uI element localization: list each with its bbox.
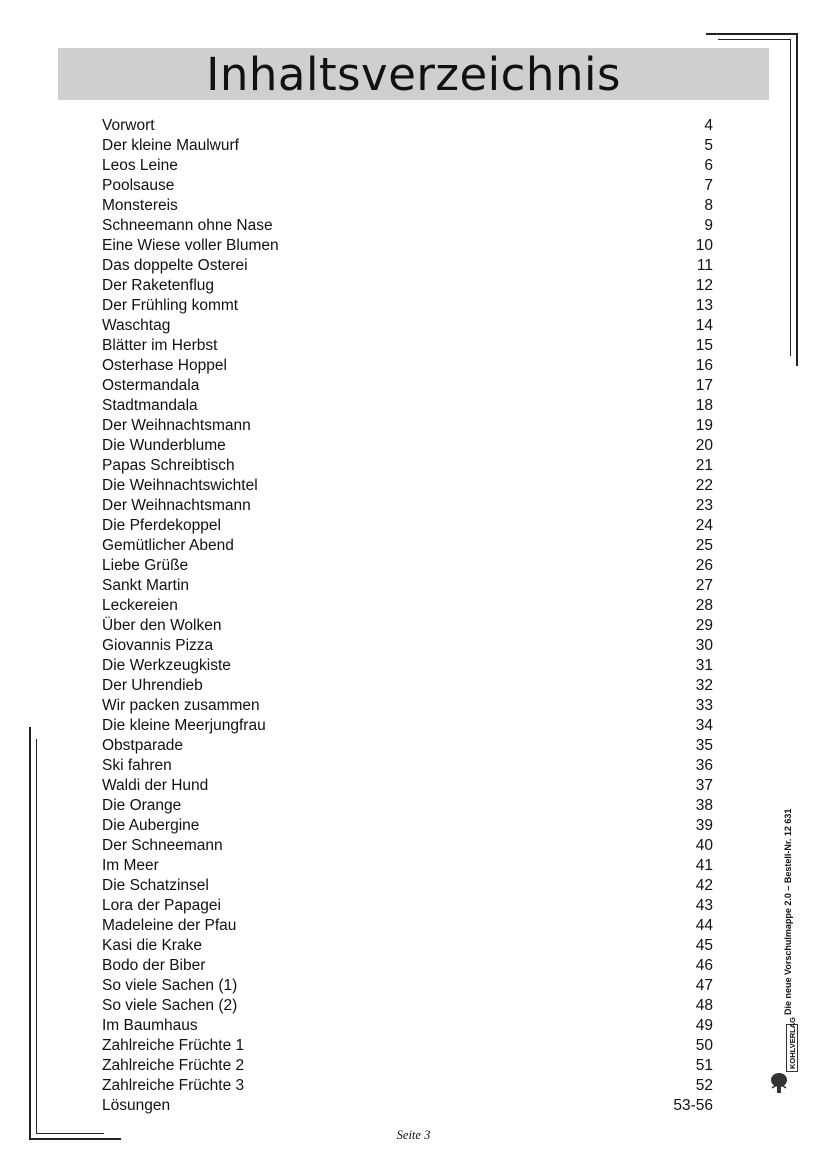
toc-entry-page: 38 [695, 797, 713, 814]
toc-entry-page: 49 [695, 1017, 713, 1034]
toc-entry-page: 42 [695, 877, 713, 894]
toc-entry [102, 696, 713, 716]
toc-entry [102, 216, 713, 236]
frame-top-right-h1 [706, 33, 798, 35]
toc-entry-title: Die Werkzeugkiste [102, 657, 231, 674]
toc-entry-page: 34 [695, 717, 713, 734]
toc-entry [102, 456, 713, 476]
toc-entry-page: 32 [695, 677, 713, 694]
toc-entry-page: 21 [695, 457, 713, 474]
toc-entry [102, 356, 713, 376]
toc-entry-page: 51 [695, 1057, 713, 1074]
toc-entry [102, 596, 713, 616]
toc-entry-page: 25 [695, 537, 713, 554]
toc-entry [102, 1096, 713, 1116]
toc-entry-page: 52 [695, 1077, 713, 1094]
toc-entry [102, 396, 713, 416]
toc-entry-page: 45 [695, 937, 713, 954]
toc-entry-page: 4 [704, 117, 713, 134]
toc-entry-title: Die Aubergine [102, 817, 200, 834]
toc-entry [102, 616, 713, 636]
toc-entry [102, 1036, 713, 1056]
toc-entry [102, 796, 713, 816]
toc-entry-title: Über den Wolken [102, 617, 222, 634]
toc-entry-title: Leos Leine [102, 157, 178, 174]
page-title: Inhaltsverzeichnis [206, 48, 621, 101]
toc-entry [102, 876, 713, 896]
toc-entry [102, 556, 713, 576]
toc-entry-title: Ostermandala [102, 377, 200, 394]
toc-entry-title: Leckereien [102, 597, 178, 614]
toc-entry-page: 11 [696, 257, 713, 274]
toc-entry [102, 516, 713, 536]
toc-entry [102, 716, 713, 736]
toc-entry-page: 47 [695, 977, 713, 994]
toc-entry-title: Papas Schreibtisch [102, 457, 235, 474]
toc-entry [102, 936, 713, 956]
toc-entry [102, 656, 713, 676]
toc-entry-title: Der Frühling kommt [102, 297, 239, 314]
toc-entry-title: Die Pferdekoppel [102, 517, 221, 534]
toc-entry-title: Liebe Grüße [102, 557, 189, 574]
toc-entry-title: Der Weihnachtsmann [102, 417, 251, 434]
toc-entry [102, 816, 713, 836]
toc-entry-page: 27 [695, 577, 713, 594]
toc-entry-title: Der kleine Maulwurf [102, 137, 239, 154]
toc-entry [102, 296, 713, 316]
toc-entry-title: Die kleine Meerjungfrau [102, 717, 266, 734]
frame-bottom-left-v1 [29, 727, 31, 1139]
toc-entry-title: Osterhase Hoppel [102, 357, 227, 374]
toc-entry-title: Zahlreiche Früchte 1 [102, 1037, 245, 1054]
toc-entry [102, 376, 713, 396]
toc-entry [102, 956, 713, 976]
toc-entry-page: 14 [695, 317, 713, 334]
toc-entry [102, 256, 713, 276]
toc-entry-page: 43 [695, 897, 713, 914]
toc-entry-page: 5 [704, 137, 713, 154]
toc-entry [102, 136, 713, 156]
toc-entry-title: Schneemann ohne Nase [102, 217, 273, 234]
toc-entry [102, 276, 713, 296]
toc-entry [102, 176, 713, 196]
frame-top-right-h2 [718, 39, 791, 40]
page-number-footer: Seite 3 [396, 1128, 431, 1142]
toc-entry-page: 19 [695, 417, 713, 434]
toc-entry-page: 28 [695, 597, 713, 614]
toc-entry-title: Lora der Papagei [102, 897, 221, 914]
toc-entry-title: Vorwort [102, 117, 155, 134]
frame-top-right-v2 [790, 39, 791, 356]
toc-entry-page: 30 [695, 637, 713, 654]
publisher-logo-text: KOHLVERLAG [786, 1024, 798, 1072]
toc-entry [102, 576, 713, 596]
toc-entry-page: 36 [695, 757, 713, 774]
toc-entry [102, 1016, 713, 1036]
toc-entry [102, 676, 713, 696]
toc-entry-title: Der Uhrendieb [102, 677, 203, 694]
toc-entry-page: 41 [695, 857, 713, 874]
toc-entry-page: 9 [704, 217, 713, 234]
toc-entry-title: Die Wunderblume [102, 437, 226, 454]
publisher-side-text: Die neue Vorschulmappe 2.0 – Bestell-Nr. 12 631 [783, 808, 793, 1015]
toc-entry-page: 17 [695, 377, 713, 394]
toc-entry-page: 6 [704, 157, 713, 174]
toc-entry [102, 996, 713, 1016]
toc-entry [102, 196, 713, 216]
toc-entry [102, 536, 713, 556]
toc-entry-page: 10 [695, 237, 713, 254]
toc-entry [102, 416, 713, 436]
toc-entry-title: Gemütlicher Abend [102, 537, 234, 554]
toc-entry [102, 856, 713, 876]
toc-entry-page: 13 [695, 297, 713, 314]
title-bar [58, 48, 769, 100]
toc-entry-page: 23 [695, 497, 713, 514]
toc-entry-title: Im Meer [102, 857, 159, 874]
toc-entry [102, 756, 713, 776]
toc-entry-page: 24 [695, 517, 713, 534]
toc-entry-page: 26 [695, 557, 713, 574]
toc-entry-title: Wir packen zusammen [102, 697, 260, 714]
toc-entry-page: 46 [695, 957, 713, 974]
toc-entry-page: 29 [695, 617, 713, 634]
toc-entry-title: Eine Wiese voller Blumen [102, 237, 279, 254]
toc-entry-title: Sankt Martin [102, 577, 190, 594]
toc-entry-page: 48 [695, 997, 713, 1014]
toc-entry-title: Waldi der Hund [102, 777, 209, 794]
toc-entry [102, 116, 713, 136]
toc-entry-page: 8 [704, 197, 713, 214]
toc-entry-title: Der Raketenflug [102, 277, 215, 294]
table-of-contents [102, 116, 713, 1116]
toc-entry [102, 776, 713, 796]
toc-entry [102, 976, 713, 996]
toc-entry [102, 896, 713, 916]
toc-entry-title: Der Weihnachtsmann [102, 497, 251, 514]
toc-entry-title: Im Baumhaus [102, 1017, 198, 1034]
toc-entry-title: Monstereis [102, 197, 178, 214]
toc-entry [102, 316, 713, 336]
toc-entry [102, 1076, 713, 1096]
toc-entry-title: Die Schatzinsel [102, 877, 209, 894]
toc-entry-page: 44 [695, 917, 713, 934]
toc-entry-page: 12 [695, 277, 713, 294]
toc-entry [102, 916, 713, 936]
toc-entry [102, 496, 713, 516]
toc-entry-page: 22 [695, 477, 713, 494]
toc-entry-page: 18 [695, 397, 713, 414]
toc-entry-title: Blätter im Herbst [102, 337, 218, 354]
toc-entry-title: So viele Sachen (1) [102, 977, 238, 994]
toc-entry [102, 336, 713, 356]
toc-entry-page: 16 [695, 357, 713, 374]
toc-entry [102, 236, 713, 256]
toc-entry-title: Waschtag [102, 317, 171, 334]
toc-entry [102, 736, 713, 756]
toc-entry [102, 1056, 713, 1076]
toc-entry-title: Das doppelte Osterei [102, 257, 248, 274]
toc-entry [102, 636, 713, 656]
toc-entry-title: Stadtmandala [102, 397, 198, 414]
toc-entry-page: 37 [695, 777, 713, 794]
toc-entry-page: 40 [695, 837, 713, 854]
toc-entry-page: 53-56 [673, 1097, 713, 1114]
toc-entry-title: Giovannis Pizza [102, 637, 214, 654]
toc-entry-title: Lösungen [102, 1097, 171, 1114]
toc-entry [102, 156, 713, 176]
toc-entry-page: 7 [704, 177, 713, 194]
toc-entry-page: 31 [695, 657, 713, 674]
toc-entry-title: Poolsause [102, 177, 175, 194]
toc-entry-page: 33 [695, 697, 713, 714]
toc-entry-title: Madeleine der Pfau [102, 917, 237, 934]
toc-entry-title: Ski fahren [102, 757, 172, 774]
toc-entry-title: So viele Sachen (2) [102, 997, 238, 1014]
toc-entry-title: Zahlreiche Früchte 2 [102, 1057, 245, 1074]
toc-entry-page: 15 [695, 337, 713, 354]
toc-entry-page: 50 [695, 1037, 713, 1054]
frame-bottom-left-v2 [36, 739, 37, 1133]
toc-entry-page: 20 [695, 437, 713, 454]
toc-entry [102, 476, 713, 496]
frame-top-right-v1 [796, 33, 798, 366]
toc-entry-title: Bodo der Biber [102, 957, 206, 974]
toc-entry [102, 836, 713, 856]
toc-entry-title: Die Weihnachtswichtel [102, 477, 258, 494]
toc-entry-title: Kasi die Krake [102, 937, 202, 954]
toc-entry [102, 436, 713, 456]
toc-entry-title: Der Schneemann [102, 837, 223, 854]
toc-entry-title: Obstparade [102, 737, 183, 754]
toc-entry-page: 35 [695, 737, 713, 754]
toc-entry-title: Zahlreiche Früchte 3 [102, 1077, 245, 1094]
toc-entry-page: 39 [695, 817, 713, 834]
toc-entry-title: Die Orange [102, 797, 182, 814]
